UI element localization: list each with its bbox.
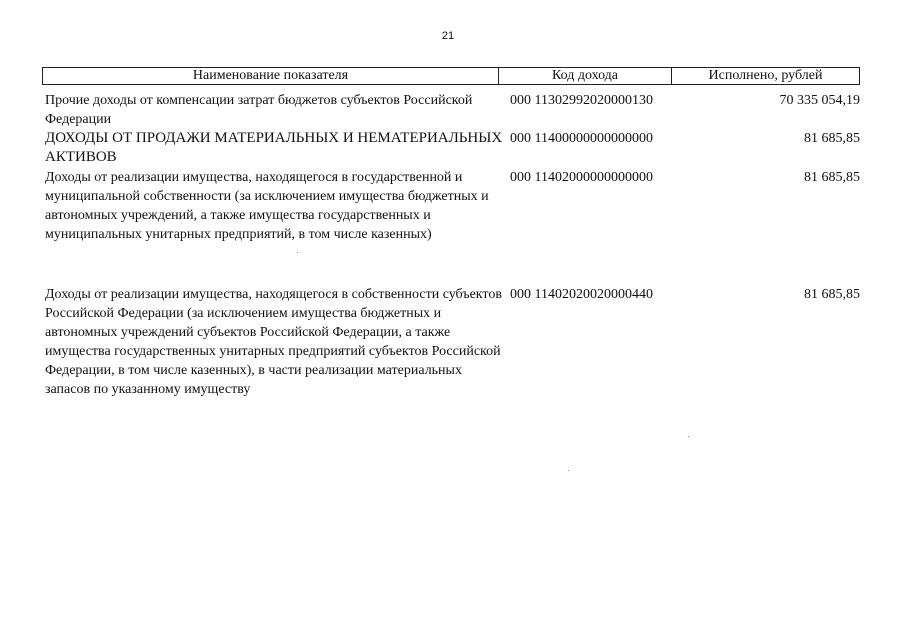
scan-speck — [297, 252, 298, 253]
row-name: Прочие доходы от компенсации затрат бюджетов субъектов Российской Федерации — [45, 93, 473, 127]
page-number: 21 — [441, 30, 455, 42]
column-header-code: Код дохода — [498, 68, 671, 84]
row-code: 000 11400000000000000 — [510, 131, 653, 146]
table-header — [42, 67, 860, 85]
row-name: ДОХОДЫ ОТ ПРОДАЖИ МАТЕРИАЛЬНЫХ И НЕМАТЕРИАЛЬНЫХ АКТИВОВ — [45, 130, 503, 165]
row-name: Доходы от реализации имущества, находящегося в собственности субъектов Российской Федерации (за исключением имущества бюджетных и автономных учреждений субъектов Российской Федерации, а также имущества государственных унитарных предприятий субъектов Российской Федерации, в том числе казенных), в части реализации материальных запасов по указанному имуществу — [45, 287, 502, 397]
column-header-amount: Исполнено, рублей — [671, 68, 859, 84]
row-amount: 81 685,85 — [804, 131, 860, 146]
column-header-name: Наименование показателя — [192, 68, 349, 83]
row-code: 000 11302992020000130 — [510, 93, 653, 108]
scan-speck — [568, 470, 569, 471]
row-amount: 81 685,85 — [804, 287, 860, 302]
row-code: 000 11402020020000440 — [510, 287, 653, 302]
scan-speck — [688, 436, 689, 437]
row-amount: 81 685,85 — [804, 170, 860, 185]
row-amount: 70 335 054,19 — [779, 93, 860, 108]
row-code: 000 11402000000000000 — [510, 170, 653, 185]
row-name: Доходы от реализации имущества, находящегося в государственной и муниципальной собственности (за исключением имущества бюджетных и автономных учреждений, а также имущества государственных и муниципальных унитарных предприятий, в том числе казенных) — [45, 170, 489, 242]
